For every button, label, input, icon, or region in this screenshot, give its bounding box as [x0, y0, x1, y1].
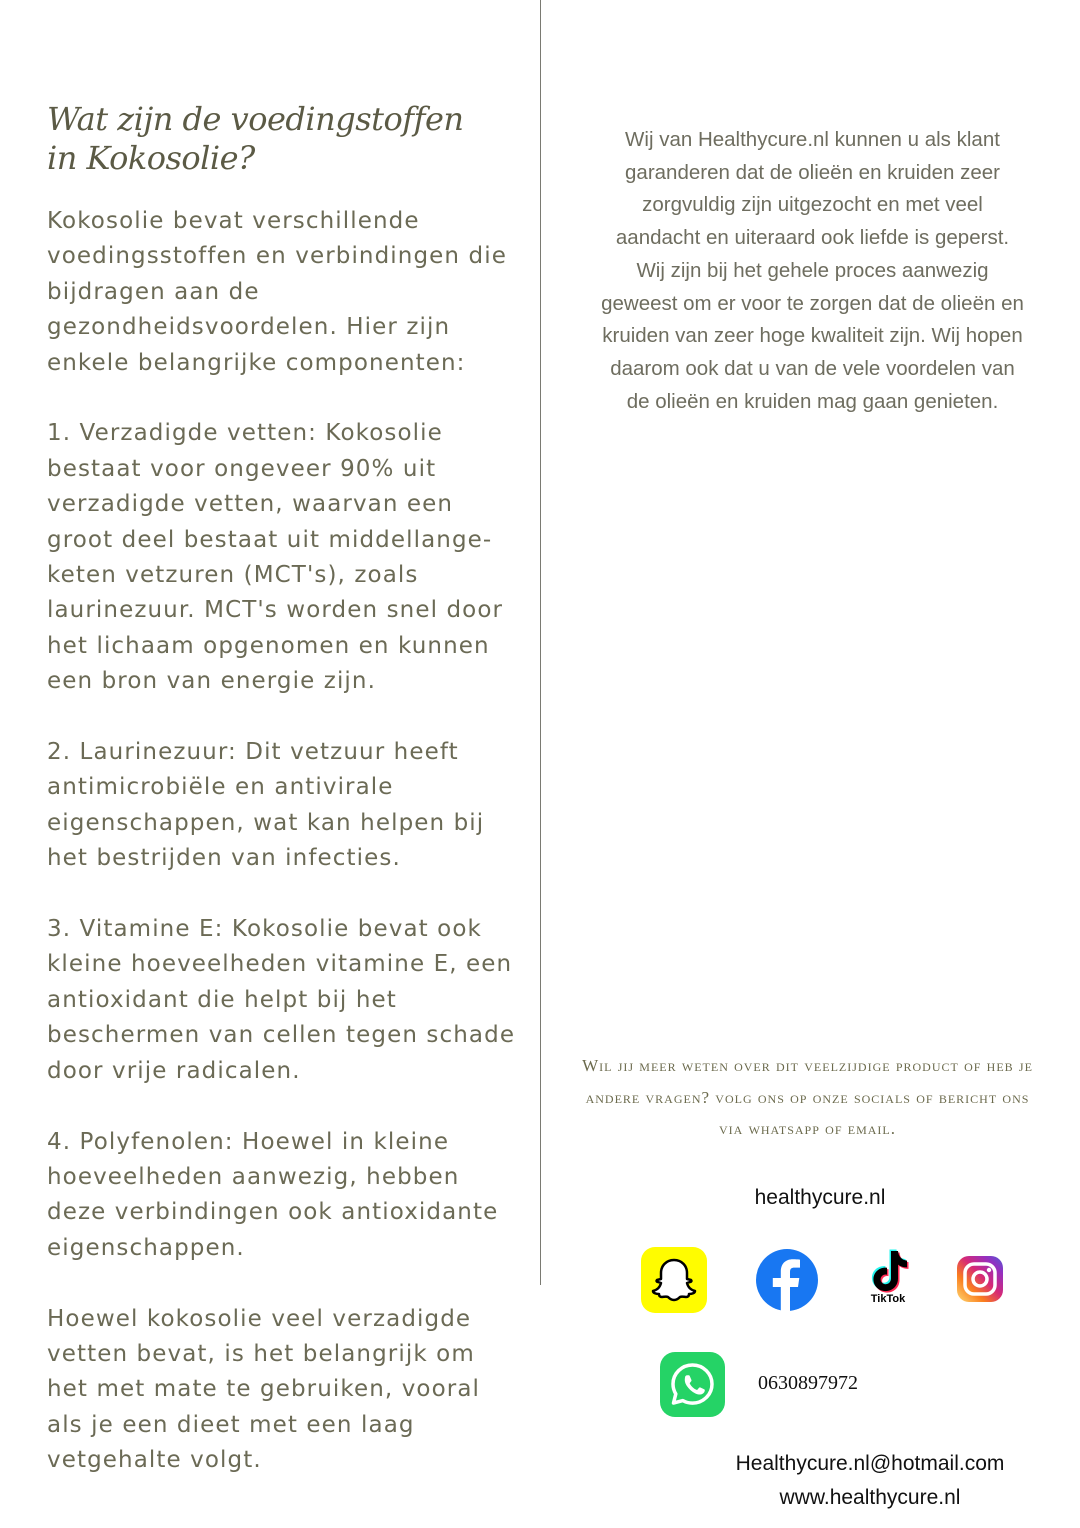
title-line-1: Wat zijn de voedingstoffen — [47, 100, 464, 138]
email-address[interactable]: Healthycure.nl@hotmail.com — [735, 1452, 1005, 1475]
page-title — [47, 100, 517, 178]
tiktok-label: TikTok — [870, 1293, 906, 1305]
phone-number[interactable]: 0630897972 — [758, 1372, 858, 1394]
tiktok-icon[interactable] — [855, 1247, 921, 1313]
paragraph-conclusion: Hoewel kokosolie veel verzadigde vetten bevat, is het belangrijk om het met mate te gebruiken, vooral als je een dieet met een laag vetgehalte volgt. — [47, 1305, 481, 1474]
column-divider — [540, 0, 541, 1285]
title-line-2: in Kokosolie? — [47, 139, 255, 177]
facebook-icon[interactable] — [754, 1247, 820, 1313]
domain-label[interactable]: healthycure.nl — [754, 1186, 886, 1209]
guarantee-text: Wij van Healthycure.nl kunnen u als klant garanderen dat de olieën en kruiden zeer zorgvuldig zijn uitgezocht en met veel aandacht en uiteraard ook liefde is geperst. Wij zijn bij het gehele proces aanwezig geweest om er voor te zorgen dat de olieën en kruiden van zeer hoge kwaliteit zijn. Wij hopen daarom ook dat u van de vele voordelen van de olieën en kruiden mag gaan genieten. — [601, 128, 1024, 413]
snapchat-icon[interactable] — [641, 1247, 707, 1313]
paragraph-lauric-acid: 2. Laurinezuur: Dit vetzuur heeft antimicrobiële en antivirale eigenschappen, wat kan helpen bij het bestrijden van infecties. — [47, 739, 485, 872]
contact-call-to-action: Wil jij meer weten over dit veelzijdige product of heb je andere vragen? volg ons op onze socials of bericht ons via whatsapp of email. — [582, 1056, 1033, 1138]
paragraph-polyphenols: 4. Polyfenolen: Hoewel in kleine hoeveelheden aanwezig, hebben deze verbindingen ook antioxidante eigenschappen. — [47, 1128, 499, 1261]
website-link[interactable]: www.healthycure.nl — [779, 1486, 961, 1509]
paragraph-intro: Kokosolie bevat verschillende voedingsstoffen en verbindingen die bijdragen aan de gezondheidsvoordelen. Hier zijn enkele belangrijke componenten: — [47, 208, 507, 376]
paragraph-vitamin-e: 3. Vitamine E: Kokosolie bevat ook kleine hoeveelheden vitamine E, een antioxidant die helpt bij het beschermen van cellen tegen schade door vrije radicalen. — [47, 916, 516, 1084]
paragraph-saturated-fats: 1. Verzadigde vetten: Kokosolie bestaat voor ongeveer 90% uit verzadigde vetten, waarvan een groot deel bestaat uit middellange-keten vetzuren (MCT's), zoals laurinezuur. MCT's worden snel door het lichaam opgenomen en kunnen een bron van energie zijn. — [47, 420, 504, 695]
whatsapp-icon[interactable] — [660, 1352, 725, 1417]
instagram-icon[interactable] — [956, 1255, 1004, 1303]
left-column — [47, 100, 517, 1514]
